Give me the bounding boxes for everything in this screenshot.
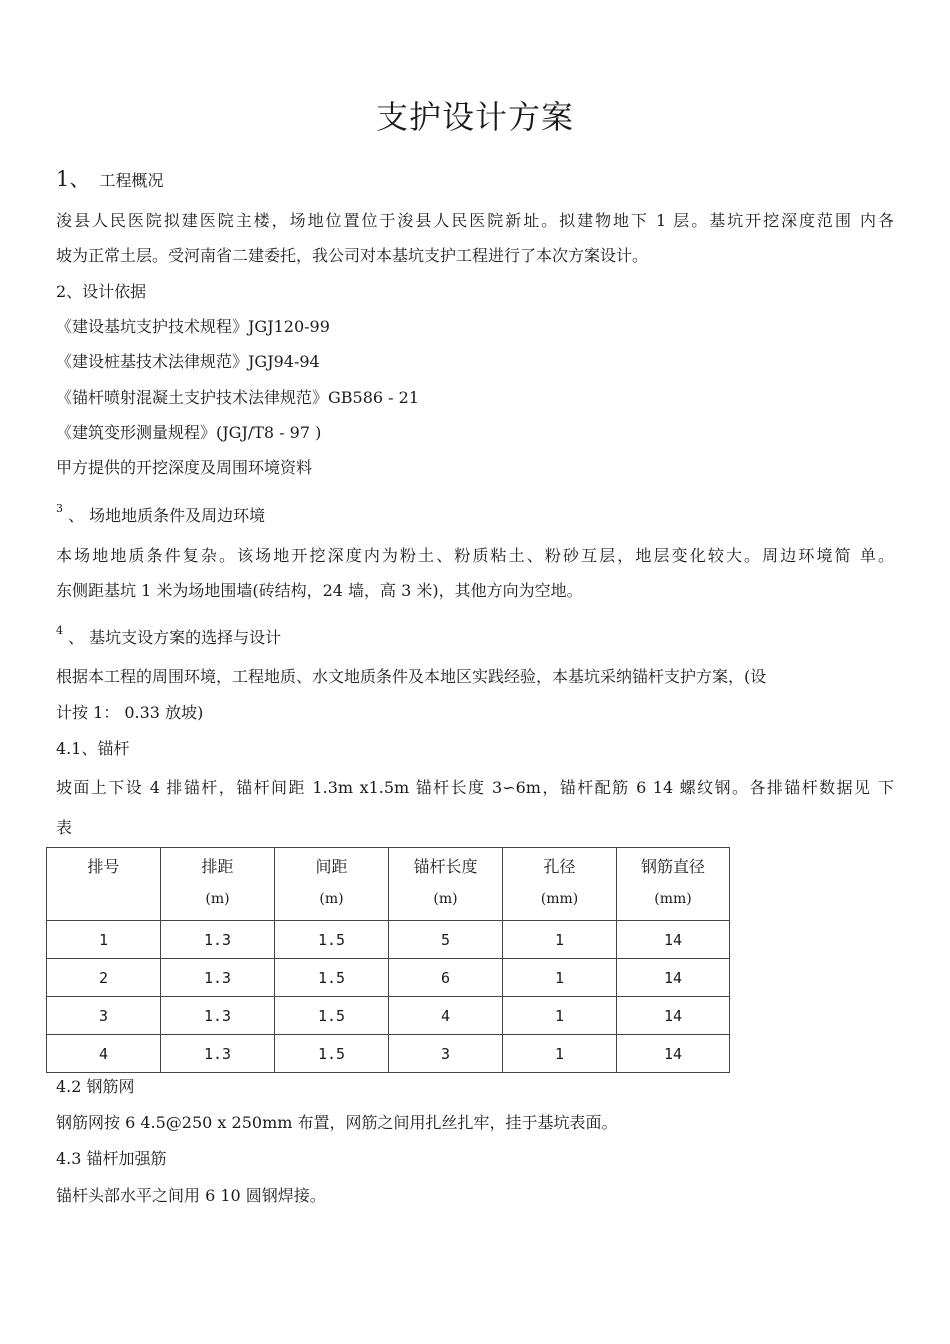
table-cell: 1.5 (275, 997, 389, 1035)
table-cell: 5 (389, 921, 503, 959)
reference-item: 《锚杆喷射混凝土支护技术法律规范》GB586 - 21 (56, 388, 420, 407)
table-cell: 1 (47, 921, 161, 959)
table-cell: 3 (47, 997, 161, 1035)
table-cell: 1.3 (161, 921, 275, 959)
header-name: 孔径 (543, 857, 576, 876)
subsection-4-1-line-1: 坡面上下设 4 排锚杆，锚杆间距 1.3m x1.5m 锚杆长度 3∽6m，锚杆配筋 6 14 螺纹钢。各排锚杆数据见 下 (56, 778, 894, 797)
subsection-4-2-heading: 4.2 钢筋网 (56, 1077, 135, 1096)
section-3-number: 3 (56, 502, 63, 515)
table-cell: 1.3 (161, 1035, 275, 1073)
section-1-paragraph-line-2: 坡为正常土层。受河南省二建委托，我公司对本基坑支护工程进行了本次方案设计。 (56, 246, 649, 265)
table-cell: 14 (617, 921, 730, 959)
table-cell: 1.5 (275, 959, 389, 997)
table-header-cell (389, 848, 503, 921)
header-name: 间距 (315, 857, 348, 876)
subsection-4-1-heading: 4.1、锚杆 (56, 739, 130, 758)
subsection-4-2-text: 钢筋网按 6 4.5@250 x 250mm 布置，网筋之间用扎丝扎牢，挂于基坑表面。 (56, 1113, 618, 1132)
table-cell: 1 (503, 959, 617, 997)
subsection-4-3-heading: 4.3 锚杆加强筋 (56, 1149, 167, 1168)
section-4-paragraph-line-1: 根据本工程的周围环境，工程地质、水文地质条件及本地区实践经验，本基坑采纳锚杆支护方案，(设 (56, 667, 767, 686)
table-cell: 1 (503, 1035, 617, 1073)
table-row (47, 1035, 730, 1073)
table-header-cell (617, 848, 730, 921)
header-name: 排距 (201, 857, 234, 876)
reference-item: 甲方提供的开挖深度及周围环境资料 (56, 458, 313, 477)
section-4-heading (56, 626, 281, 652)
table-cell: 3 (389, 1035, 503, 1073)
section-3-title: 、 场地地质条件及周边环境 (68, 506, 266, 525)
table-row (47, 997, 730, 1035)
table-header-cell (503, 848, 617, 921)
table-cell: 4 (389, 997, 503, 1035)
section-4-paragraph-line-2: 计按 1： 0.33 放坡) (56, 703, 204, 722)
subsection-4-3-text: 锚杆头部水平之间用 6 10 圆钢焊接。 (56, 1186, 326, 1205)
header-unit: (mm) (654, 891, 692, 907)
page-title: 支护设计方案 (375, 98, 574, 136)
table-cell: 14 (617, 997, 730, 1035)
table-header-cell (47, 848, 161, 921)
table-cell: 14 (617, 1035, 730, 1073)
subsection-4-1-line-2: 表 (56, 818, 73, 837)
section-2-heading: 2、设计依据 (56, 282, 147, 301)
table-cell: 1.5 (275, 921, 389, 959)
table-cell: 4 (47, 1035, 161, 1073)
table-cell: 14 (617, 959, 730, 997)
section-3-paragraph-line-1: 本场地地质条件复杂。该场地开挖深度内为粉土、粉质粘土、粉砂互层，地层变化较大。周边环境简 单。 (56, 546, 894, 565)
header-name: 排号 (87, 857, 120, 876)
header-unit: (m) (319, 891, 344, 907)
table-cell: 1 (503, 921, 617, 959)
header-name: 锚杆长度 (413, 857, 478, 876)
reference-item: 《建设基坑支护技术规程》JGJ120-99 (56, 317, 330, 336)
section-3-paragraph-line-2: 东侧距基坑 1 米为场地围墙(砖结构，24 墙，高 3 米)，其他方向为空地。 (56, 581, 583, 600)
section-1-number: 1、 (56, 167, 91, 191)
section-1-heading (56, 167, 163, 193)
table-row (47, 921, 730, 959)
table-cell: 1.3 (161, 959, 275, 997)
section-4-title: 、 基坑支设方案的选择与设计 (68, 628, 282, 647)
table-header-cell (275, 848, 389, 921)
table-cell: 2 (47, 959, 161, 997)
section-1-title: 工程概况 (99, 171, 164, 190)
header-name: 钢筋直径 (640, 857, 705, 876)
table-cell: 1 (503, 997, 617, 1035)
section-1-paragraph-line-1: 浚县人民医院拟建医院主楼，场地位置位于浚县人民医院新址。拟建物地下 1 层。基坑开挖深度范围 内各 (56, 211, 894, 230)
table-cell: 6 (389, 959, 503, 997)
table-row (47, 959, 730, 997)
table-cell: 1.3 (161, 997, 275, 1035)
header-unit: (mm) (540, 891, 579, 907)
header-unit: (m) (205, 891, 230, 907)
table-header-cell (161, 848, 275, 921)
header-unit: (m) (433, 891, 458, 907)
anchor-data-table (46, 847, 730, 1073)
reference-item: 《建设桩基技术法律规范》JGJ94-94 (56, 352, 320, 371)
table-cell: 1.5 (275, 1035, 389, 1073)
section-3-heading (56, 504, 265, 530)
section-4-number: 4 (56, 624, 63, 637)
table-header-row (47, 848, 730, 921)
reference-item: 《建筑变形测量规程》(JGJ/T8 - 97 ) (56, 423, 322, 442)
